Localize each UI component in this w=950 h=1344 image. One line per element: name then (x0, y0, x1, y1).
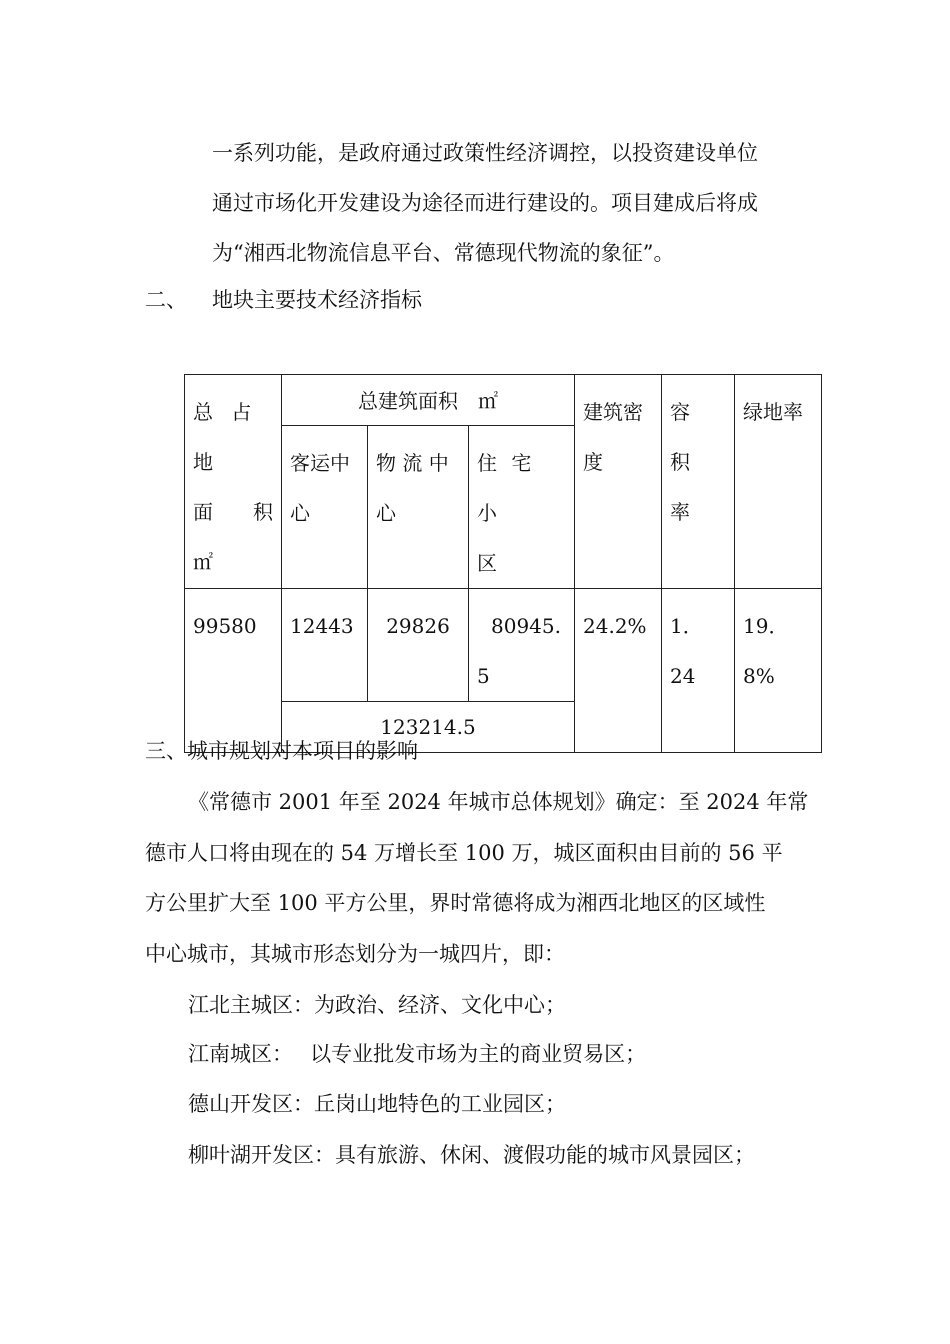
paragraph-line: 方公里扩大至 100 平方公里，界时常德将成为湘西北地区的区域性 (145, 891, 766, 915)
paragraph-line: 《常德市 2001 年至 2024 年城市总体规划》确定：至 2024 年常 (188, 790, 809, 814)
cell-building-density: 24.2% (575, 589, 662, 753)
list-item: 江南城区： 以专业批发市场为主的商业贸易区； (188, 1042, 647, 1066)
header-passenger-center: 客运中 心 (282, 426, 368, 589)
header-total-land: 总 占 地 面 积 ㎡ (185, 375, 282, 589)
section-title: 三、城市规划对本项目的影响 (145, 739, 418, 763)
section-title: 地块主要技术经济指标 (212, 288, 422, 312)
indicators-table (184, 374, 822, 753)
cell-total-building-area: 123214.5 (282, 702, 575, 753)
list-item: 德山开发区：丘岗山地特色的工业园区； (188, 1092, 566, 1116)
cell-total-land: 99580 (185, 589, 282, 753)
cell-logistics-center: 29826 (368, 589, 469, 702)
intro-line: 为“湘西北物流信息平台、常德现代物流的象征”。 (212, 241, 675, 265)
cell-green-ratio: 19．8% (735, 589, 822, 753)
header-residential-area: 住 宅 小 区 (469, 426, 575, 589)
cell-passenger-center: 12443 (282, 589, 368, 702)
cell-residential-area: 80945. 5 (469, 589, 575, 702)
section-number: 二、 (145, 288, 187, 312)
intro-line: 通过市场化开发建设为途径而进行建设的。项目建成后将成 (212, 191, 758, 215)
table-row (185, 589, 822, 702)
header-logistics-center: 物 流 中 心 (368, 426, 469, 589)
intro-line: 一系列功能，是政府通过政策性经济调控，以投资建设单位 (212, 141, 758, 165)
list-item: 柳叶湖开发区：具有旅游、休闲、渡假功能的城市风景园区； (188, 1143, 755, 1167)
header-building-density: 建筑密 度 (575, 375, 662, 589)
header-total-building-area: 总建筑面积 ㎡ (282, 375, 575, 426)
cell-floor-area-ratio: 1．24 (662, 589, 735, 753)
list-item: 江北主城区：为政治、经济、文化中心； (188, 993, 566, 1017)
header-green-ratio: 绿地率 (735, 375, 822, 589)
table-row (185, 375, 822, 426)
paragraph-line: 德市人口将由现在的 54 万增长至 100 万，城区面积由目前的 56 平 (145, 841, 783, 865)
header-floor-area-ratio: 容 积 率 (662, 375, 735, 589)
paragraph-line: 中心城市，其城市形态划分为一城四片，即： (145, 942, 565, 966)
